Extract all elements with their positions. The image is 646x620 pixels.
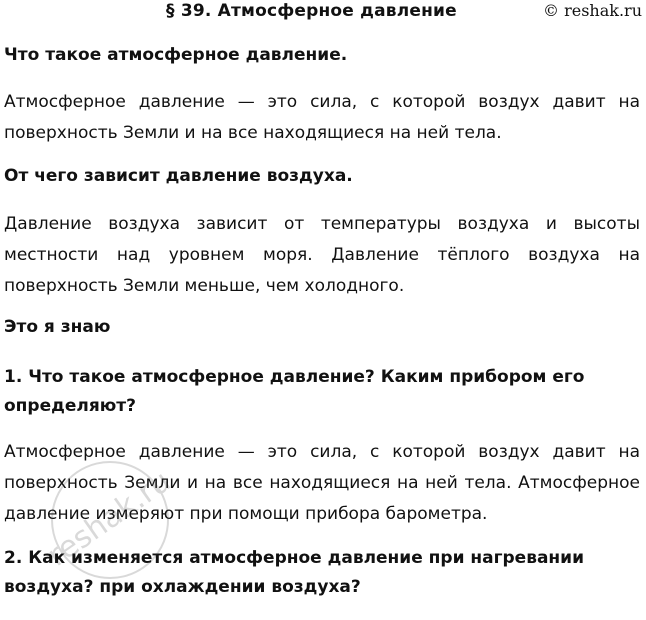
watermark-text: reshak.ru: [41, 463, 178, 574]
question-2: 2. Как изменяется атмосферное давление при нагревании воздуха? при охлаждении воздуха?: [4, 548, 585, 597]
section-text-what-is: Атмосферное давление — это сила, с которой воздух давит на поверхность Земли и на все находящиеся на ней тела.: [4, 92, 640, 143]
source-label: © reshak.ru: [543, 1, 642, 20]
section-heading-what-is: Что такое атмосферное давление.: [4, 45, 348, 65]
answer-1: Атмосферное давление — это сила, с которой воздух давит на поверхность Земли и на все находящиеся на ней тела. Атмосферное давление измеряют при помощи прибора барометра.: [4, 442, 640, 524]
section-text-depends-on: Давление воздуха зависит от температуры воздуха и высоты местности над уровнем моря. Давление тёплого воздуха на поверхность Земли меньше, чем холодного.: [4, 214, 640, 296]
question-1: 1. Что такое атмосферное давление? Каким прибором его определяют?: [4, 367, 585, 416]
know-heading: Это я знаю: [4, 317, 111, 337]
section-heading-depends-on: От чего зависит давление воздуха.: [4, 166, 353, 186]
page-header: [0, 0, 646, 24]
page-title: § 39. Атмосферное давление: [166, 1, 457, 21]
